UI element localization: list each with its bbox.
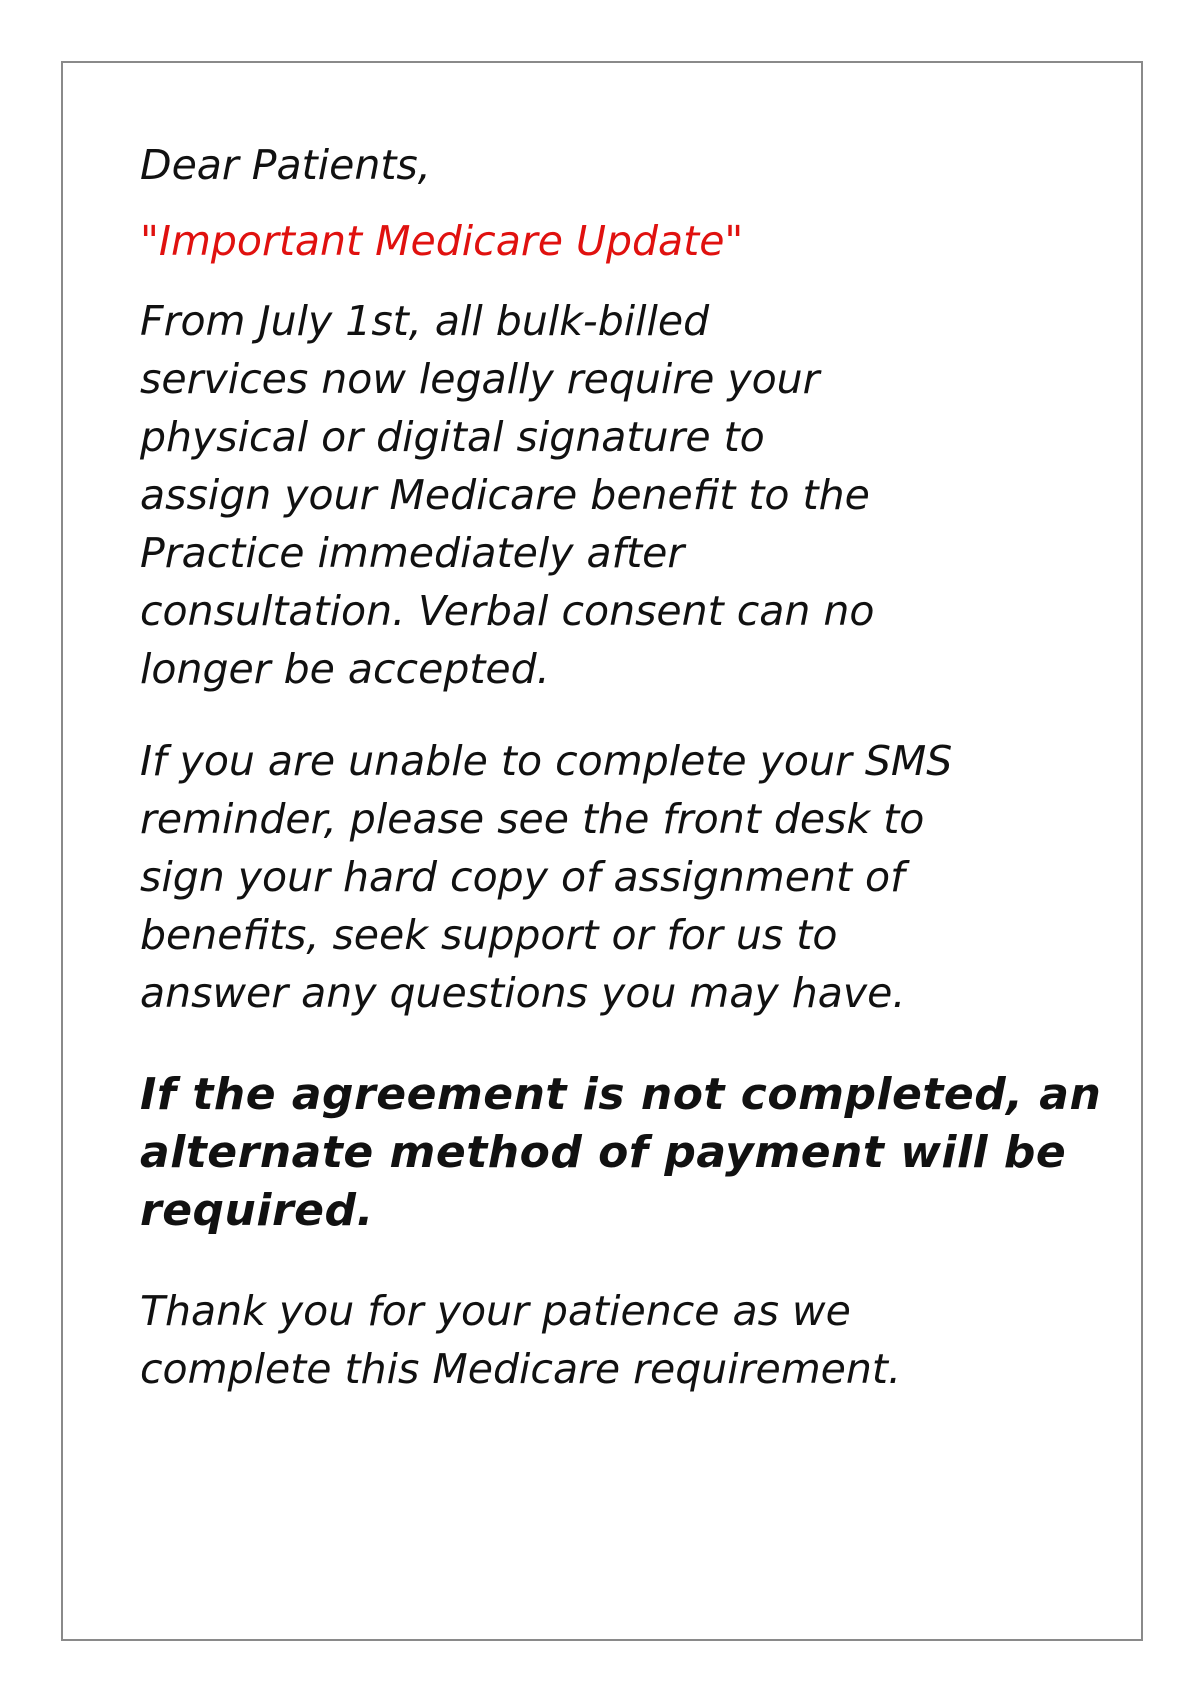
- greeting: Dear Patients,: [140, 141, 431, 189]
- payment-warning: If the agreement is not completed, an alternate method of payment will be required.: [140, 1069, 1102, 1236]
- headline: "Important Medicare Update": [140, 217, 744, 265]
- paragraph-signature-requirement: From July 1st, all bulk-billed services now legally require your physical or digital signature to assign your Medicare benefit to the Practice immediately after consultation. Verbal consent can no longer be accepted.: [140, 297, 875, 693]
- closing-thanks: Thank you for your patience as we complete this Medicare requirement.: [140, 1287, 902, 1393]
- paragraph-front-desk: If you are unable to complete your SMS reminder, please see the front desk to sign your hard copy of assignment of benefits, seek support or for us to answer any questions you may have.: [140, 737, 953, 1017]
- notice-body: [140, 136, 1140, 1398]
